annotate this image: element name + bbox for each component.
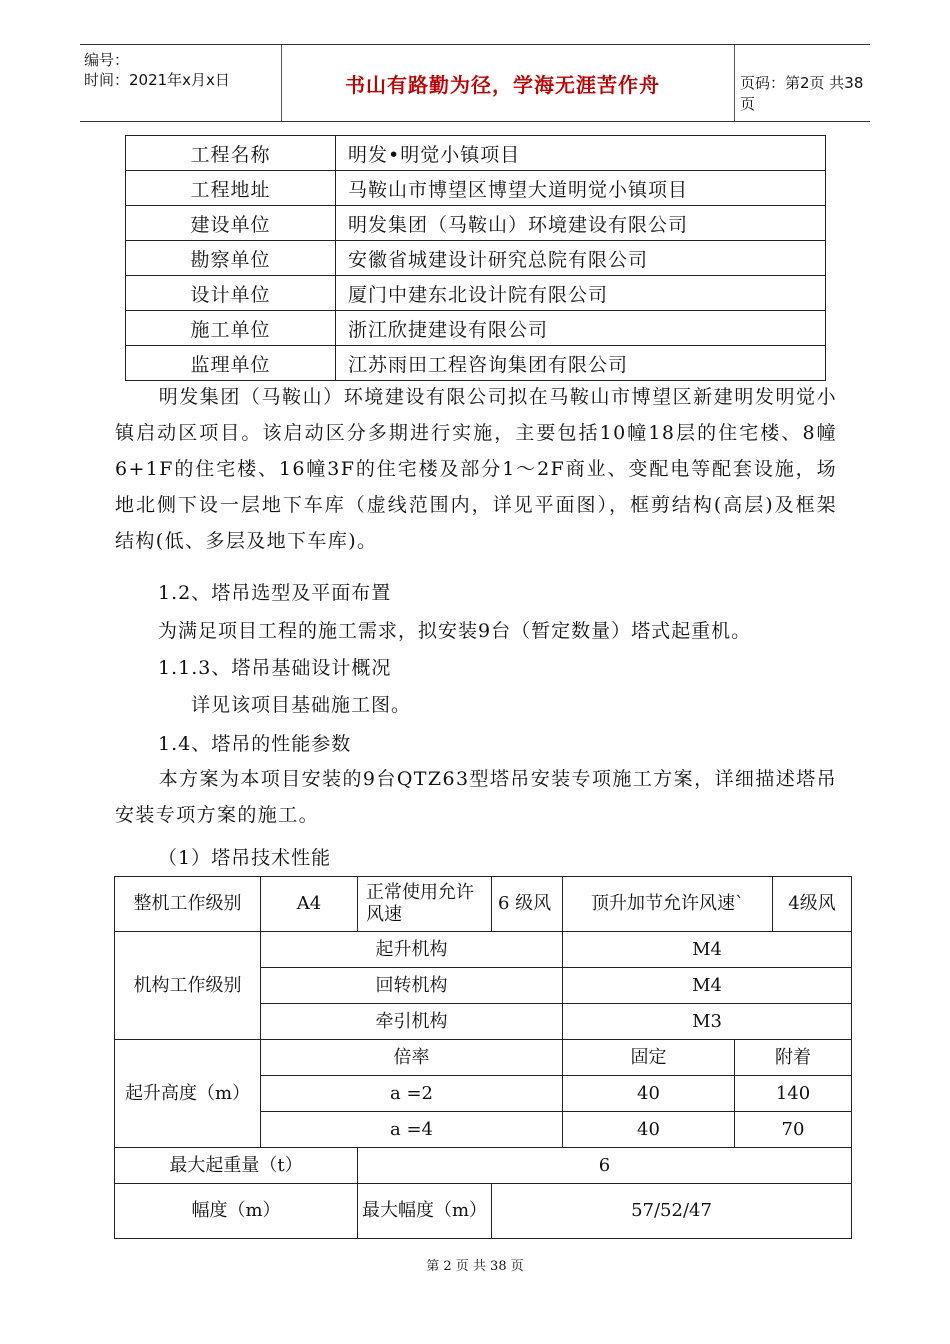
section-heading: 1.1.3、塔吊基础设计概况 xyxy=(158,657,392,679)
table-row xyxy=(126,171,826,206)
section-heading: 1.2、塔吊选型及平面布置 xyxy=(158,582,392,604)
page-footer: 第 2 页 共 38 页 xyxy=(426,1259,524,1274)
spec-cell: 整机工作级别 xyxy=(115,877,261,932)
spec-cell: 机构工作级别 xyxy=(115,932,261,1040)
spec-cell: 顶升加节允许风速` xyxy=(563,877,773,932)
crane-spec-table xyxy=(114,876,852,1239)
spec-cell: 140 xyxy=(735,1076,852,1112)
table-row xyxy=(126,206,826,241)
page-header xyxy=(80,44,870,122)
spec-cell: 起升机构 xyxy=(261,932,563,968)
spec-cell: 57/52/47 xyxy=(492,1184,852,1239)
spec-cell: 回转机构 xyxy=(261,968,563,1004)
header-meta xyxy=(84,50,230,90)
info-value: 安徽省城建设计研究总院有限公司 xyxy=(336,241,826,276)
table-row xyxy=(115,1148,852,1184)
header-divider xyxy=(734,45,735,121)
intro-paragraph: 明发集团（马鞍山）环境建设有限公司拟在马鞍山市博望区新建明发明觉小镇启动区项目。该启动区分多期进行实施，主要包括10幢18层的住宅楼、8幢6+1F的住宅楼、16幢3F的住宅楼及部分1～2F商业、变配电等配套设施，场地北侧下设一层地下车库（虚线范围内，详见平面图），框剪结构(高层)及框架结构(低、多层及地下车库)。 xyxy=(115,386,837,552)
info-key: 工程地址 xyxy=(126,171,336,206)
spec-cell: 最大起重量（t） xyxy=(115,1148,358,1184)
spec-cell: M4 xyxy=(563,932,852,968)
spec-cell: 正常使用允许风速 xyxy=(358,877,492,932)
info-value: 厦门中建东北设计院有限公司 xyxy=(336,276,826,311)
spec-cell: 附着 xyxy=(735,1040,852,1076)
table-row xyxy=(126,241,826,276)
info-key: 施工单位 xyxy=(126,311,336,346)
spec-cell: 最大幅度（m） xyxy=(358,1184,492,1239)
header-motto: 书山有路勤为径，学海无涯苦作舟 xyxy=(345,73,660,97)
table-row xyxy=(126,136,826,171)
project-info-table xyxy=(125,135,826,381)
info-value: 浙江欣捷建设有限公司 xyxy=(336,311,826,346)
header-page-label: 页码：第2页 共38页 xyxy=(740,74,864,113)
spec-cell: a =2 xyxy=(261,1076,563,1112)
spec-cell: 4级风 xyxy=(773,877,852,932)
section-heading: 1.4、塔吊的性能参数 xyxy=(158,733,352,755)
spec-cell: 固定 xyxy=(563,1040,735,1076)
body-paragraph: 本方案为本项目安装的9台QTZ63型塔吊安装专项施工方案，详细描述塔吊安装专项方案的施工。 xyxy=(115,768,837,826)
info-key: 工程名称 xyxy=(126,136,336,171)
spec-cell: 6 xyxy=(358,1148,852,1184)
info-key: 监理单位 xyxy=(126,346,336,381)
table-row xyxy=(115,1040,852,1076)
time-label: 时间：2021年x月x日 xyxy=(84,71,230,89)
info-key: 建设单位 xyxy=(126,206,336,241)
spec-cell: 6 级风 xyxy=(492,877,563,932)
body-paragraph: 为满足项目工程的施工需求，拟安装9台（暂定数量）塔式起重机。 xyxy=(158,620,752,642)
sub-heading: （1）塔吊技术性能 xyxy=(158,847,332,869)
table-row xyxy=(115,1184,852,1239)
spec-cell: 40 xyxy=(563,1076,735,1112)
table-row xyxy=(115,932,852,968)
spec-cell: M4 xyxy=(563,968,852,1004)
body-paragraph: 详见该项目基础施工图。 xyxy=(191,694,412,716)
info-key: 勘察单位 xyxy=(126,241,336,276)
info-value: 江苏雨田工程咨询集团有限公司 xyxy=(336,346,826,381)
table-row xyxy=(126,276,826,311)
spec-cell: A4 xyxy=(261,877,358,932)
spec-cell: 70 xyxy=(735,1112,852,1148)
table-row xyxy=(126,346,826,381)
spec-cell: 倍率 xyxy=(261,1040,563,1076)
info-key: 设计单位 xyxy=(126,276,336,311)
info-value: 明发集团（马鞍山）环境建设有限公司 xyxy=(336,206,826,241)
spec-cell: 幅度（m） xyxy=(115,1184,358,1239)
table-row xyxy=(115,877,852,932)
spec-cell: a =4 xyxy=(261,1112,563,1148)
spec-cell: 牵引机构 xyxy=(261,1004,563,1040)
spec-cell: M3 xyxy=(563,1004,852,1040)
info-value: 马鞍山市博望区博望大道明觉小镇项目 xyxy=(336,171,826,206)
spec-cell: 40 xyxy=(563,1112,735,1148)
number-label: 编号： xyxy=(84,51,130,69)
spec-cell: 起升高度（m） xyxy=(115,1040,261,1148)
info-value: 明发•明觉小镇项目 xyxy=(336,136,826,171)
table-row xyxy=(126,311,826,346)
